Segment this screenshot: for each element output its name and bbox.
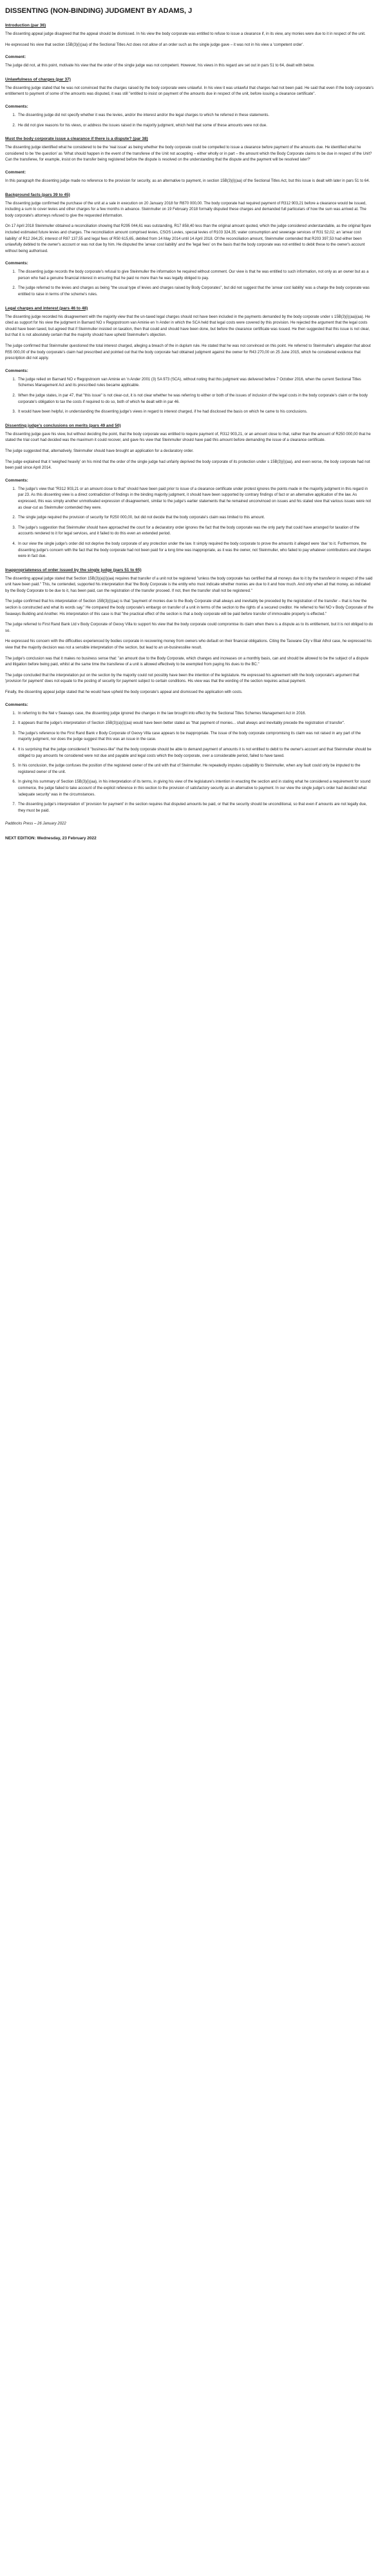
body-paragraph: The dissenting judge identified what he considered to be the 'real issue' as being whether the body corporate could be compelled to issue a clearance before payment of the amounts due. He identified what he considered to be 'the question' as 'What should happen in the event of the transferee of the Unit not accepting – either wholly or in part – the amount which the Body Corporate claims to be due in respect of the Unit? Can the transferee, for example, insist on the transfer being registered before the dispute is resolved on the understanding that the dispute and the payment will be resolved later?' [5, 146, 372, 162]
body-paragraph: He expressed his concern with the difficulties experienced by bodies corporate in recovering money from owners who default on their financial obligations. Citing the Taswane City v Blair Athol case, he expressed his view that the majority decision was not a sensible interpretation of the section, but lead to an un-businesslike result. [5, 639, 372, 650]
section-heading: Background facts (pars 39 to 45) [5, 192, 70, 197]
body-paragraph: The judge confirmed that his interpretation of Section 15B(3)(i)(aa) is that "payment of monies due to the Body Corporate shall always and inevitably be preceded by the registration of the transfer – that is how the section is constructed and what its words say." He compared the body corporate's embargo on transfer of a unit in terms of the section to the rights of a secured creditor. He referred to Nel NO v Body Corporate of the Seaways Building and Another. His interpretation of this case is that "the practical effect of the section is that a body corporate will be paid before transfer of immovable property is effected." [5, 600, 373, 616]
comment-list-item: 1. The dissenting judge did not specify whether it was the levies, and/or the interest and/or the legal charges to which he referred in these statements. [17, 113, 374, 119]
comment-list-item: 2. He did not give reasons for his views, or address the issues raised in the majority judgment, which held that some of these amounts were not due. [17, 123, 374, 130]
article [5, 4, 374, 841]
body-paragraph: The dissenting appeal judge disagreed that the appeal should be dismissed. In his view the body corporate was entitled to refuse to issue a clearance if, in its view, any monies were due to it in respect of the unit. [5, 32, 366, 36]
comment-list-item: 1. In referring to the Nel v Seaways case, the dissenting judge ignored the changes in the law brought into effect by the Sectional Titles Schemes Management Act in 2016. [17, 711, 374, 717]
body-paragraph: The dissenting judge confirmed the purchase of the unit at a sale in execution on 20 January 2018 for R870 000,00. The body corporate had required payment of R312 903,21 before a clearance would be issued, including a sum to cover levies and other charges for a few months in advance. Steinmuller on 19 February 2018 formally disputed these charges and demanded full particulars of how the sum was arrived at. The body corporate's attorneys refused to give the requested information. [5, 201, 366, 218]
comment-heading: Comments: [5, 104, 28, 109]
comment-list [5, 269, 374, 298]
comment-list-item: 4. In our view the single judge's order did not deprive the body corporate of any protection under the law. It simply required the body corporate to prove the amounts it alleged were 'due' to it. Furthermore, the dissenting judge's concern with the fact that the body corporate had not been paid for a long time was inappropriate, as it was the owner, not Steinmuller, who failed to pay whatever contributions and charges were in fact due. [17, 542, 374, 560]
body-paragraph: The judge's conclusion was that it makes no business sense that: "an amount due to the Body Corporate, which changes and increases on a monthly basis, can and should be allowed to be the subject of a dispute and litigation before being paid, whilst at the same time the transferee of a unit is allowed effectively to be exempted from paying his dues to the BC." [5, 656, 369, 667]
comment-heading: Comments: [5, 478, 28, 483]
body-paragraph: The judge explained that it 'weighed heavily' on his mind that the order of the single judge had unfairly deprived the body corporate of its protection under s 15B(3)(i)(aa), and even worse, the body corporate had not been paid since April 2014. [5, 460, 370, 471]
comment-list-item: 3. The judge's suggestion that Steinmuller should have approached the court for a declaratory order ignores the fact that the body corporate was the only party that could have arranged for taxation of the accounts rendered to it for legal services, and it failed to do this even an extended period. [17, 525, 374, 538]
publisher-footer: Paddocks Press – 26 January 2022 [5, 822, 66, 826]
article-title: DISSENTING (NON-BINDING) JUDGMENT BY ADAMS, J [5, 7, 193, 15]
comment-heading: Comments: [5, 702, 28, 707]
comment-paragraph: In this paragraph the dissenting judge made no reference to the provision for security, as an alternative to payment, in section 15B(3)(i)(aa) of the Sectional Titles Act, but this issue is dealt with later in pars 51 to 64. [5, 179, 370, 183]
comment-list-item: 4. It is surprising that the judge considered it "business-like" that the body corporate should be able to demand payment of amounts it is not entitled to debit to the owner's account and that Steinmuller should be obliged to pay amounts he considered were not due and payable and legal costs which the body corporate, over a considerable period, failed to have taxed. [17, 747, 374, 759]
comment-list [5, 113, 374, 129]
comment-list-item: 6. In giving his summary of Section 15B(3)(i)(aa), in his interpretation of its terms, in giving his view of the legislature's intention in enacting the section and in stating what he considered a requirement for sound commerce, the judge failed to take account of the explicit reference in this section to the provision of satisfactory security as an alternative to payment. In our view the single judge's order had decided what 'adequate security' was in the circumstances. [17, 779, 374, 798]
comment-list-item: 2. The judge referred to the levies and charges as being "the usual type of levies and charges raised by Body Corporates", but did not suggest that the 'arrear cost liability' was a charge the body corporate was entitled to raise in terms of the scheme's rules. [17, 286, 374, 298]
comment-list-item: 2. When the judge states, in par 47, that "this issue" is not clear-cut, it is not clear whether he was referring to either or both of the issues of inclusion of the legal costs in the body corporate's claim or the body corporate's obligation to tax the costs if required to do so, both of which he dealt with in par 46. [17, 393, 374, 405]
body-paragraph: He expressed his view that section 15B(3)(i)(aa) of the Sectional Titles Act does not allow of an order such as the single judge gave – it was not in his view a 'competent order'. [5, 43, 304, 47]
comment-list-item: 1. The judge relied on Barnard NO v Regopstroom van Aminie en 'n Ander 2001 (3) SA 973 (SCA), without noting that this judgment was delivered before 7 October 2016, when the current Sectional Titles Schemes Management Act and its prescribed rules became applicable. [17, 377, 374, 389]
comment-list-item: 2. The single judge required the provision of security for R250 000,00, but did not decide that the body corporate's claim was limited to this amount. [17, 515, 374, 522]
comment-heading: Comment: [5, 170, 26, 175]
section-heading: Legal charges and interest (pars 46 to 48) [5, 306, 88, 311]
comment-paragraph: The judge did not, at this point, motivate his view that the order of the single judge was not competent. However, his views in this regard are set out in pars 51 to 64, dealt with below. [5, 64, 315, 68]
body-paragraph: On 17 April 2018 Steinmuller obtained a reconciliation showing that R295 044,61 was outstanding, R17 858,40 less than the original amount quoted, which the judge considered understandable, as the original figure included estimated future levies and charges. The reconciliation amount comprised levies, CSOS Levies, special levies of R103 324,35; water consumption and sewerage services of R31 52,02; an 'arrear cost liability' of R12 264,25; interest of R87 137,55 and legal fees of R50 615,65, debited from 14 May 2014 until 14 April 2018. Of the reconciliation amount, Steinmuller contended that R203 397,53 had either been unlawfully debited to the owner's account or was not due by him. He disputed the 'arrear cost liability' and the 'legal fees' on the basis that the body corporate was not entitled to debit these to the owner's account without being authorised. [5, 224, 372, 253]
comment-list-item: 3. The judge's reference to the First Rand Bank v Body Corporate of Geovy Villa case appears to be inappropriate. The issue of the body corporate compromising its claim was not raised in any part of the majority judgment, nor does the judge suggest that this was an issue in the case. [17, 731, 374, 743]
comment-heading: Comments: [5, 368, 28, 373]
section-heading: Must the body corporate issue a clearance if there is a dispute? (par 38) [5, 137, 148, 142]
body-paragraph: The dissenting judge recorded his disagreement with the majority view that the un-taxed legal charges should not have been included in the payments demanded by the body corporate under s 15B(3)(i)(aa)(aa). He cited as support for his view the judgment in Barnard NO v Regopstroom van Aminie en 'n Ander in which the SCA held that legal costs were covered by this provision. He rejected the argument that the legal costs should have been taxed, but agreed that if Steinmuller insisted on taxation, then that could and should have been done, but before the clearance certificate was issued. He then suggested that this issue is not clear, but that it is not absolutely certain that the majority should have upheld Steinmuller's objection. [5, 315, 370, 338]
comment-list-item: 1. The dissenting judge records the body corporate's refusal to give Steinmuller the information he required without comment. Our view is that he was entitled to such information, not only as an owner but as a person who had a genuine financial interest in ensuring that he paid no more than he was legally obliged to pay. [17, 269, 374, 282]
body-paragraph: The judge referred to First Rand Bank Ltd v Body Corporate of Geovy Villa to support his view that the body corporate could compromise its claim when there is a dispute as to its entitlement, but it is not obliged to do so. [5, 623, 373, 633]
body-paragraph: Finally, the dissenting appeal judge stated that he would have upheld the body corporate's appeal and dismissed the application with costs. [5, 690, 243, 694]
comment-list-item: 5. In his conclusion, the judge confuses the position of the registered owner of the unit with that of Steinmuller. He repeatedly imputes culpability to Steinmuller, when any fault could only be imputed to the registered owner of the unit. [17, 763, 374, 776]
article-sections [5, 23, 374, 814]
comment-list [5, 711, 374, 815]
body-paragraph: The dissenting judge gave his view, but without deciding the point, that the body corporate was entitled to require payment of, R312 903,21, or an amount close to that, rather than the amount of R250 000,00 that he stated the trial court had decided was the maximum it could recover, and gave his view that Steinmuller should have paid this amount before demanding the issue of a clearance certificate. [5, 432, 371, 443]
comment-list-item: 7. The dissenting judge's interpretation of 'provision for payment' in the section requires that disputed amounts be paid, or that the security should be unconditional, so that even if amounts are not legally due, they must be paid. [17, 802, 374, 814]
section-heading: Unlawfulness of charges (par 37) [5, 77, 71, 82]
comment-list [5, 487, 374, 560]
section-heading: Introduction (par 36) [5, 23, 46, 28]
comment-list-item: 3. It would have been helpful, in understanding the dissenting judge's views in regard to interest charged, if he had disclosed the basis on which he came to his conclusions. [17, 409, 374, 416]
section-heading: Dissenting judge's conclusions on merits (pars 49 and 50) [5, 423, 121, 428]
body-paragraph: The dissenting judge stated that he was not convinced that the charges raised by the body corporate were unlawful. In his view it was unlawful that charges had not been paid. He said that even if the body corporate's entitlement to payment of some of the amounts was disputed, it was still "entitled to insist on payment of the amounts due in respect of the unit, before issuing a clearance certificate". [5, 86, 374, 97]
comment-list-item: 1. The judge's view that "R312 903,21 or an amount close to that" should have been paid prior to issue of a clearance certificate under protest ignores the points made in the majority judgment in this regard in par 23. As this dissenting view is a direct contradiction of findings in the binding majority judgment, it should have been supported by contrary findings of fact or an alternative application of the law. As expressed, this was simply another unmotivated expression of disagreement, similar to the judge's earlier statements that he remained unconvinced on issues and his stated view that various issues were not as clear-cut as Steinmuller contended they were. [17, 487, 374, 511]
comment-heading: Comments: [5, 261, 28, 266]
comment-list [5, 377, 374, 416]
body-paragraph: The judge confirmed that Steinmuller questioned the total interest charged, alleging a breach of the in duplum rule. He stated that he was not convinced on this point. He referred to Steinmuller's allegation that about R55 000,00 of the body corporate's claim had prescribed and pointed out that the body corporate had obtained judgment against the owner for R43 270,00 on 25 June 2015, which he considered evidence that prescription did not apply. [5, 344, 371, 361]
comment-heading: Comment: [5, 55, 26, 60]
section-heading: Inappropriateness of order issued by the single judge (pars 51 to 65) [5, 567, 142, 572]
next-edition-notice: NEXT EDITION: Wednesday, 23 February 2022 [5, 836, 97, 841]
body-paragraph: The judge suggested that, alternatively, Steinmuller should have brought an application for a declaratory order. [5, 449, 194, 453]
body-paragraph: The dissenting appeal judge stated that Section 15B(3)(a)(i)(aa) requires that transfer of a unit not be registered "unless the body corporate has certified that all moneys due to it by the transferor in respect of the said unit have been paid." This, he contended, supported his interpretation that 'the Body Corporate is the entity who must indicate whether monies are due to it and how much. And only when all that money, as indicated by the Body Corporate to be due to it, has been paid, can the registration of the transfer proceed. If not, then the transfer shall not be registered." [5, 576, 373, 593]
body-paragraph: The judge concluded that the interpretation put on the section by the majority could not possibly have been the intention of the legislature. He expressed his agreement with the body corporate's argument that 'provision for payment' does not equate to the posting of security for payment subject to certain conditions. His view was that the wording of the section requires actual payment. [5, 673, 359, 684]
comment-list-item: 2. It appears that the judge's interpretation of Section 15B(3)(a)(i)(aa) would have been better stated as "that payment of monies... shall always and inevitably precede the registration of transfer". [17, 721, 374, 727]
